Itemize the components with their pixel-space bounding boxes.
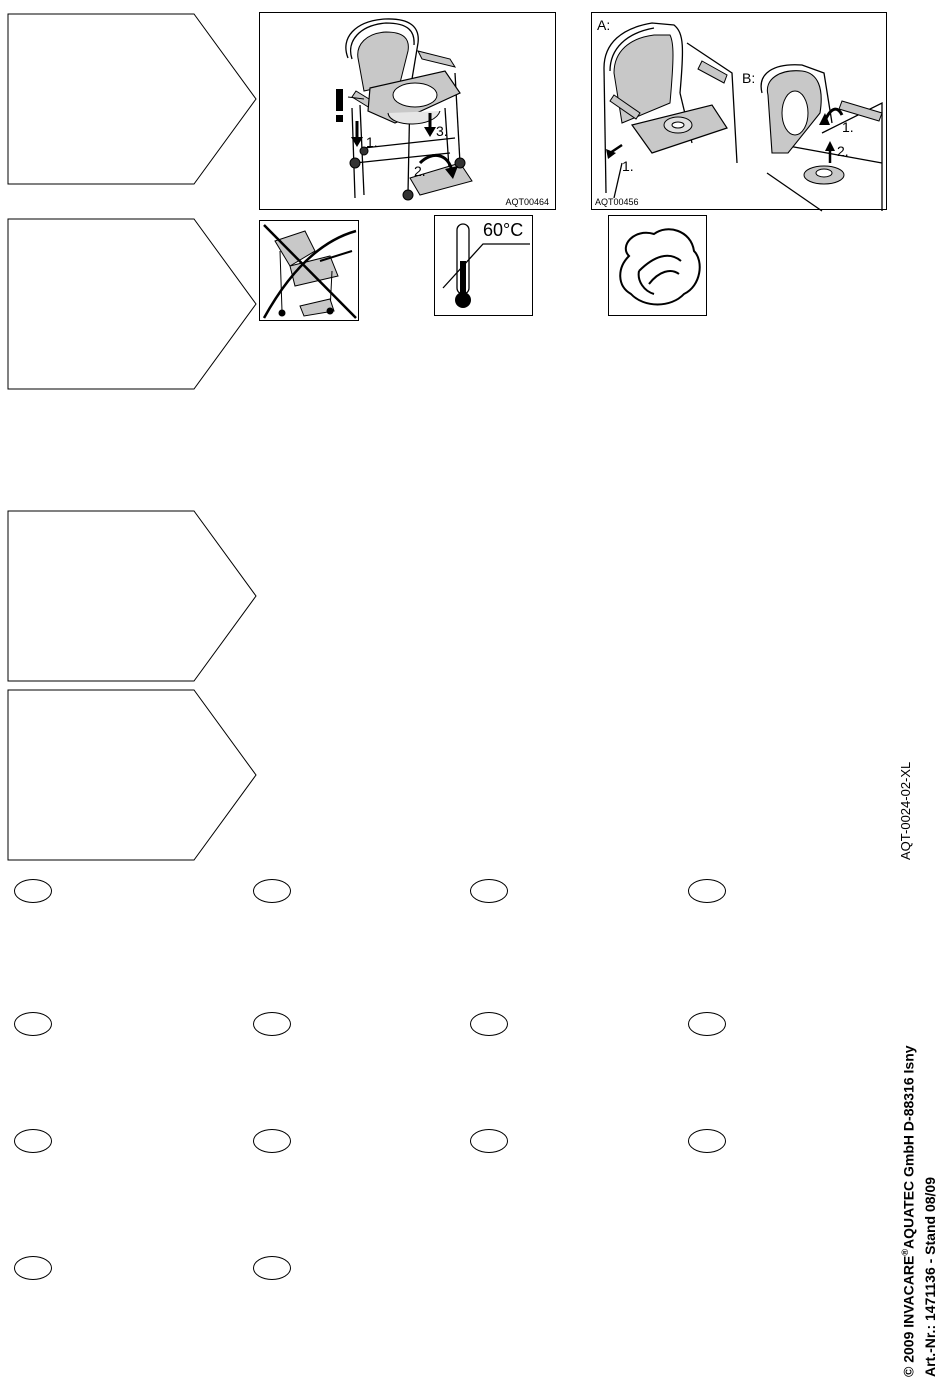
language-oval bbox=[14, 1129, 52, 1153]
language-oval bbox=[688, 1012, 726, 1036]
step-a1-label: 1. bbox=[622, 158, 634, 174]
icon-temperature-60 bbox=[434, 215, 533, 316]
language-oval bbox=[253, 1256, 291, 1280]
step-3-label: 3. bbox=[436, 123, 448, 139]
language-oval bbox=[253, 879, 291, 903]
step-b1-label: 1. bbox=[842, 119, 854, 135]
language-oval bbox=[688, 879, 726, 903]
language-oval bbox=[14, 1012, 52, 1036]
copyright-line bbox=[900, 1045, 917, 1377]
hand-cloth-icon bbox=[609, 216, 708, 317]
language-oval bbox=[688, 1129, 726, 1153]
figure-code-right: AQT00456 bbox=[595, 197, 639, 207]
commode-chair-illustration bbox=[260, 13, 557, 211]
section-tab-2 bbox=[8, 219, 268, 394]
language-oval bbox=[253, 1012, 291, 1036]
step-b2-label: 2. bbox=[837, 143, 849, 159]
article-number: Art.-Nr.: 1471136 - Stand 08/09 bbox=[922, 1177, 938, 1377]
label-b: B: bbox=[742, 70, 756, 86]
document-id: AQT-0024-02-XL bbox=[898, 761, 913, 860]
language-oval bbox=[14, 879, 52, 903]
section-tab-1 bbox=[8, 14, 268, 189]
step-1-label: 1. bbox=[366, 134, 378, 150]
figure-bucket-removal bbox=[259, 12, 556, 210]
step-2-label: 2. bbox=[414, 163, 426, 179]
icon-no-pressure-washer bbox=[259, 220, 359, 321]
registered-mark: ® bbox=[900, 1249, 910, 1256]
figure-seat-removal bbox=[591, 12, 887, 210]
language-oval bbox=[253, 1129, 291, 1153]
section-tab-3 bbox=[8, 511, 268, 686]
language-oval bbox=[470, 1129, 508, 1153]
language-oval bbox=[470, 879, 508, 903]
copyright-company: AQUATEC GmbH D-88316 Isny bbox=[900, 1045, 917, 1250]
icon-wipe-clean bbox=[608, 215, 707, 316]
temperature-label: 60°C bbox=[483, 220, 524, 240]
section-tab-4 bbox=[8, 690, 268, 865]
language-oval bbox=[470, 1012, 508, 1036]
copyright-prefix: © 2009 INVACARE bbox=[900, 1255, 917, 1377]
label-a: A: bbox=[597, 17, 611, 33]
figure-code-left: AQT00464 bbox=[505, 197, 549, 207]
seat-removal-illustration bbox=[592, 13, 888, 211]
language-oval bbox=[14, 1256, 52, 1280]
